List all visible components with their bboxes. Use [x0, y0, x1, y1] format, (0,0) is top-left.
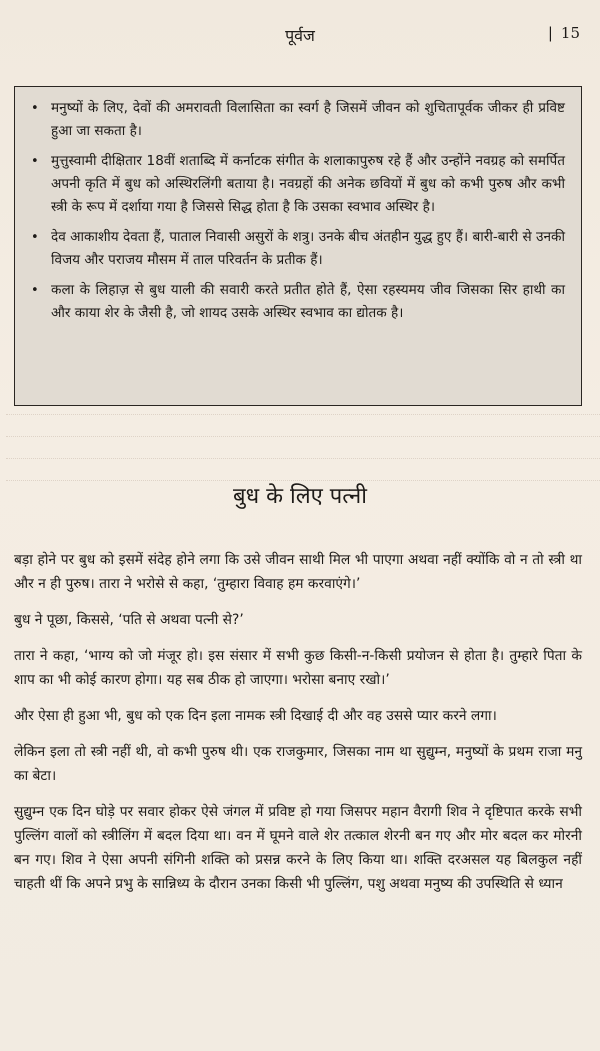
bullet-icon: • — [31, 101, 39, 116]
running-head — [0, 24, 600, 48]
facts-item-text: मनुष्यों के लिए, देवों की अमरावती विलासिता का स्वर्ग है जिसमें जीवन को शुचितापूर्वक जीकर ही प्रविष्ट हुआ जा सकता है। — [51, 100, 565, 139]
body-text — [14, 548, 582, 908]
folio-separator: | — [547, 24, 553, 42]
bullet-icon: • — [31, 154, 39, 169]
bullet-icon: • — [31, 283, 39, 298]
paragraph: बुध ने पूछा, किससे, ‘पति से अथवा पत्नी से?’ — [14, 612, 244, 628]
facts-item-text: मुत्तुस्वामी दीक्षितार 18वीं शताब्दि में कर्नाटक संगीत के शलाकापुरुष रहे हैं और उन्होंने नवग्रह को समर्पित अपनी कृति में बुध को अस्थिरलिंगी बताया है। नवग्रहों की अनेक छवियों में बुध को कभी पुरुष और कभी स्त्री के रूप में दर्शाया गया है जिससे सिद्ध होता है कि उसका स्वभाव अस्थिर है। — [51, 153, 565, 215]
paragraph: लेकिन इला तो स्त्री नहीं थी, वो कभी पुरुष थी। एक राजकुमार, जिसका नाम था सुद्युम्न, मनुष्यों के प्रथम राजा मनु का बेटा। — [14, 744, 582, 784]
running-title: पूर्वज — [285, 26, 315, 45]
facts-list-item — [31, 226, 565, 272]
paragraph: सुद्युम्न एक दिन घोड़े पर सवार होकर ऐसे जंगल में प्रविष्ट हो गया जिसपर महान वैरागी शिव ने दृष्टिपात करके सभी पुल्लिंग वालों को स्त्रीलिंग में बदल दिया था। वन में घूमने वाले शेर तत्काल शेरनी बन गए और मोर बदल कर मोरनी बन गए। शिव ने ऐसा अपनी संगिनी शक्ति को प्रसन्न करने के लिए किया था। शक्ति दरअसल यह बिलकुल नहीं चाहती थीं कि अपने प्रभु के सान्निध्य के दौरान उनका किसी भी पुल्लिंग, पशु अथवा मनुष्य की उपस्थिति से ध्यान — [14, 804, 582, 892]
paragraph: बड़ा होने पर बुध को इसमें संदेह होने लगा कि उसे जीवन साथी मिल भी पाएगा अथवा नहीं क्योंकि वो न तो स्त्री था और न ही पुरुष। तारा ने भरोसे से कहा, ‘तुम्हारा विवाह हम करवाएंगे।’ — [14, 552, 582, 592]
facts-item-text: देव आकाशीय देवता हैं, पाताल निवासी असुरों के शत्रु। उनके बीच अंतहीन युद्ध हुए हैं। बारी-बारी से उनकी विजय और पराजय मौसम में ताल परिवर्तन के प्रतीक हैं। — [51, 229, 565, 268]
paragraph: और ऐसा ही हुआ भी, बुध को एक दिन इला नामक स्त्री दिखाई दी और वह उससे प्यार करने लगा। — [14, 708, 497, 724]
paragraph: तारा ने कहा, ‘भाग्य को जो मंजूर हो। इस संसार में सभी कुछ किसी-न-किसी प्रयोजन से होता है। तुम्हारे पिता के शाप का भी कोई कारण होगा। यह सब ठीक हो जाएगा। भरोसा बनाए रखो।’ — [14, 648, 582, 688]
section-title: बुध के लिए पत्नी — [233, 484, 367, 509]
page-number: 15 — [560, 24, 580, 42]
facts-item-text: कला के लिहाज़ से बुध याली की सवारी करते प्रतीत होते हैं, ऐसा रहस्यमय जीव जिसका सिर हाथी का और काया शेर के जैसी है, जो शायद उसके अस्थिर स्वभाव का द्योतक है। — [51, 282, 565, 321]
facts-box — [14, 86, 582, 406]
show-through-texture — [0, 410, 600, 490]
facts-list-item — [31, 97, 565, 143]
bullet-icon: • — [31, 230, 39, 245]
facts-list-item — [31, 279, 565, 325]
facts-list-item — [31, 150, 565, 219]
facts-list — [31, 97, 565, 325]
page-number-block — [548, 24, 580, 42]
